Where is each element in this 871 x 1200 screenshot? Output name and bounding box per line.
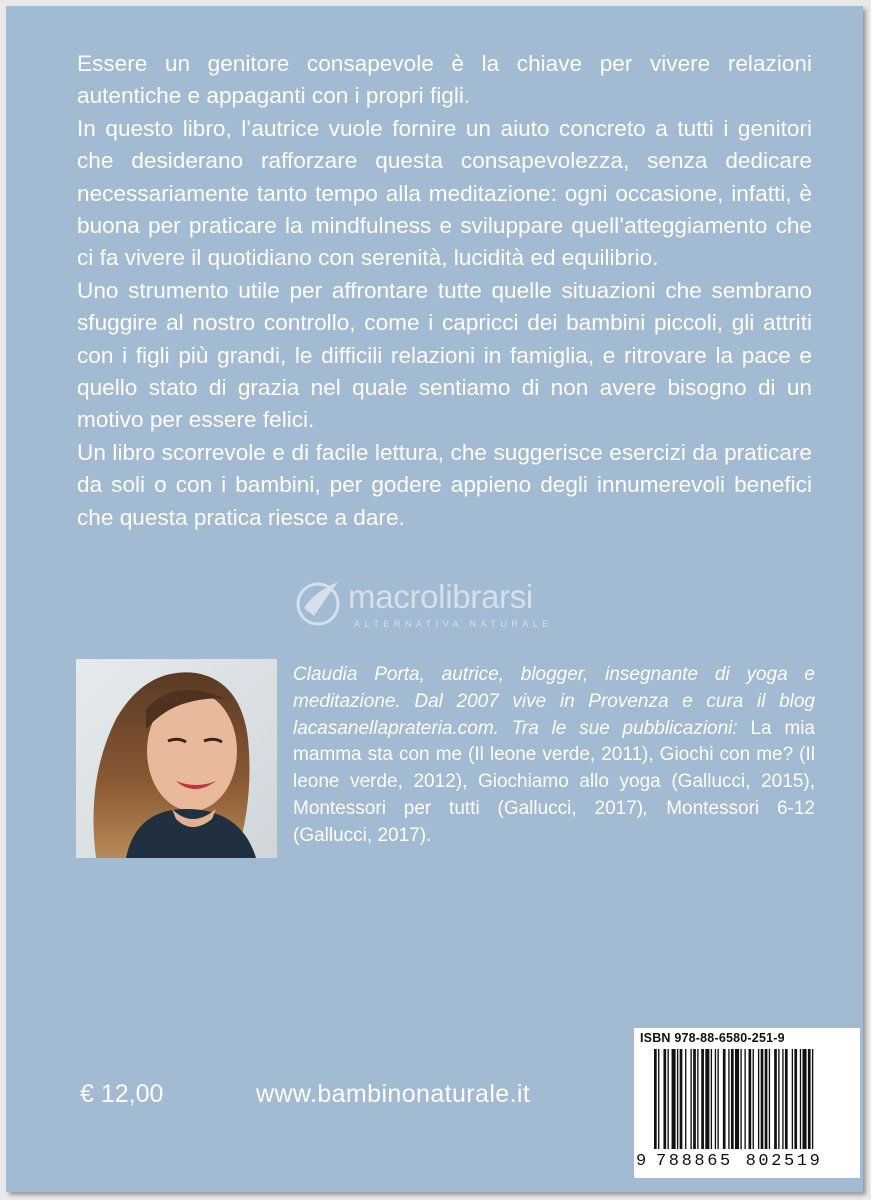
barcode-bar xyxy=(778,1049,779,1149)
description-paragraph-2: In questo libro, l’autrice vuole fornire un aiuto concreto a tutti i genitori che desiderano rafforzare questa consapevolezza, senza dedicare necessariamente tanto tempo alla meditazione: ogni occasione, infatti, è buona per praticare la mindfulness e sviluppare quell’atteggiamento che ci fa vivere il quotidiano con serenità, lucidità ed equilibrio. xyxy=(77,115,812,271)
watermark-leaf-logo xyxy=(290,572,350,632)
barcode-bar xyxy=(715,1049,716,1149)
ean-lead-digit: 9 xyxy=(636,1152,647,1171)
book-description xyxy=(77,48,812,534)
barcode-bar xyxy=(769,1049,770,1149)
barcode-bar xyxy=(812,1049,813,1149)
barcode-bar xyxy=(735,1049,739,1149)
author-bio-separator: , xyxy=(643,797,667,819)
barcode-bar xyxy=(723,1049,726,1149)
barcode-bar xyxy=(690,1049,691,1149)
barcode-bar xyxy=(668,1049,669,1149)
barcode-bar xyxy=(680,1049,683,1149)
author-photo xyxy=(76,659,277,858)
author-publications: La mia mamma sta con me (Il leone verde, 2011), Giochi con me? (Il leone verde, 2012), Giochiamo allo yoga (Gallucci, 2015), Montessori per tutti (Gallucci, 2017) xyxy=(293,717,815,819)
isbn-barcode xyxy=(634,1028,860,1178)
barcode-bar xyxy=(758,1049,759,1149)
book-back-cover xyxy=(6,6,863,1192)
description-paragraph-4: Un libro scorrevole e di facile lettura, che suggerisce esercizi da praticare da soli o con i bambini, per godere appieno degli innumerevoli benefici che questa pratica riesce a dare. xyxy=(77,439,812,530)
barcode-bar xyxy=(677,1049,678,1149)
author-bio-intro: Claudia Porta, autrice, blogger, insegnante di yoga e meditazione. Dal 2007 vive in Provenza e cura il blog lacasanellaprateria.com. Tra le sue pubblicazioni: xyxy=(293,664,815,739)
barcode-bar xyxy=(753,1049,754,1149)
barcode-bar xyxy=(654,1049,657,1149)
barcode-bars xyxy=(640,1049,854,1153)
watermark-tagline: ALTERNATIVA NATURALE xyxy=(354,619,553,629)
barcode-bar xyxy=(658,1049,659,1149)
barcode-bar xyxy=(711,1049,712,1149)
barcode-bar xyxy=(782,1049,783,1149)
publisher-website: www.bambinonaturale.it xyxy=(256,1080,531,1108)
barcode-bar xyxy=(697,1049,698,1149)
watermark xyxy=(290,572,610,642)
ean-digits: 788865 802519 xyxy=(656,1152,823,1171)
barcode-bar xyxy=(701,1049,704,1149)
barcode-bar xyxy=(663,1049,666,1149)
barcode-bar xyxy=(792,1049,793,1149)
barcode-bar xyxy=(744,1049,745,1149)
barcode-bar xyxy=(794,1049,797,1149)
barcode-bar xyxy=(705,1049,709,1149)
barcode-bar xyxy=(749,1049,752,1149)
barcode-bar xyxy=(765,1049,768,1149)
barcode-bar xyxy=(672,1049,676,1149)
barcode-bar xyxy=(685,1049,686,1149)
watermark-brand: macrolibrarsi xyxy=(348,578,533,615)
barcode-bar xyxy=(808,1049,811,1149)
barcode-bar xyxy=(731,1049,734,1149)
barcode-bar xyxy=(740,1049,741,1149)
barcode-bar xyxy=(717,1049,718,1149)
description-paragraph-1: Essere un genitore consapevole è la chiave per vivere relazioni autentiche e appaganti con i propri figli. xyxy=(77,51,812,109)
barcode-bar xyxy=(803,1049,807,1149)
barcode-bar xyxy=(785,1049,788,1149)
price: € 12,00 xyxy=(80,1080,164,1108)
barcode-bar xyxy=(693,1049,696,1149)
barcode-bar xyxy=(728,1049,729,1149)
barcode-bar xyxy=(774,1049,777,1149)
description-paragraph-3: Uno strumento utile per affrontare tutte quelle situazioni che sembrano sfuggire al nostro controllo, come i capricci dei bambini piccoli, gli attriti con i figli più grandi, le difficili relazioni in famiglia, e ritrovare la pace e quello stato di grazia nel quale sentiamo di non avere bisogno di un motivo per essere felici. xyxy=(77,277,812,433)
isbn-label: ISBN 978-88-6580-251-9 xyxy=(640,1031,785,1045)
author-publications-last: Montessori 6-12 (Gallucci, 2017). xyxy=(293,797,815,846)
barcode-bar xyxy=(800,1049,801,1149)
barcode-bar xyxy=(761,1049,764,1149)
author-bio xyxy=(293,662,815,850)
